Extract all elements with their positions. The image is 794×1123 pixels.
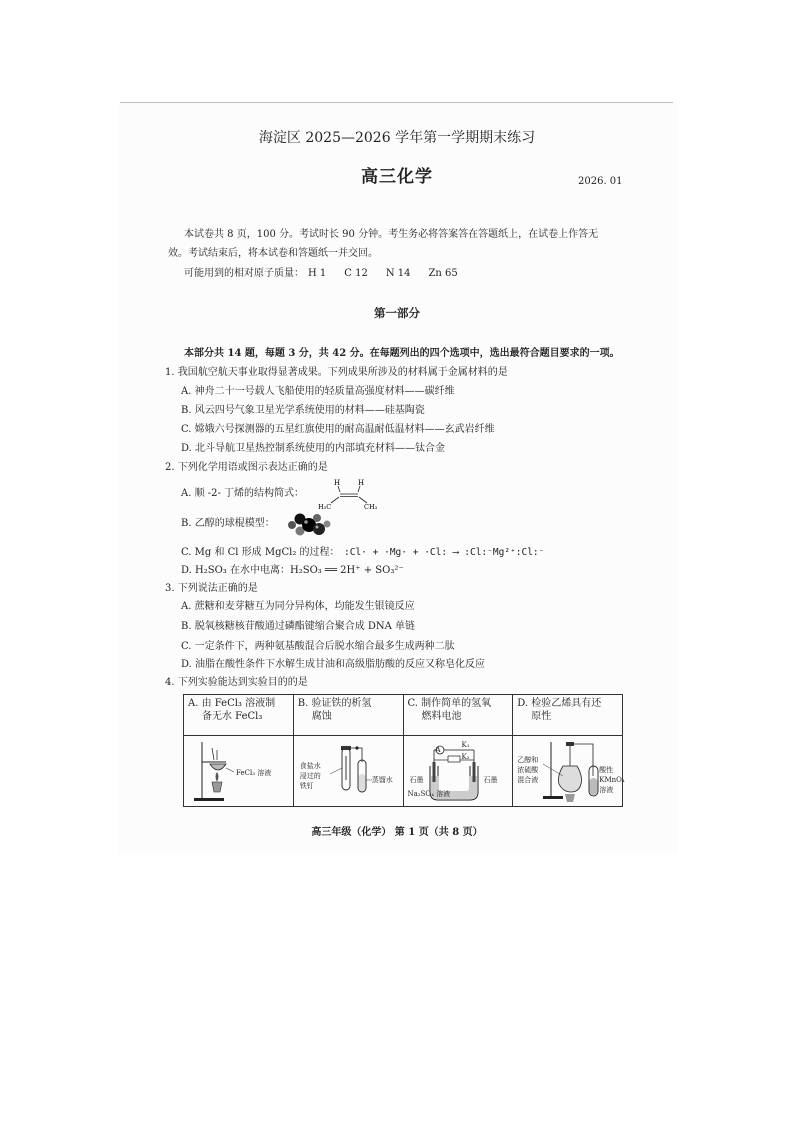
question-1-stem: 1. 我国航空航天事业取得显著成果。下列成果所涉及的材料属于金属材料的是 [165, 367, 508, 378]
fig-c-label-graphite-left: 石墨 [409, 776, 424, 784]
mgcl2-plus-2: + [412, 547, 419, 558]
fig-c-label-k2: K₂ [461, 753, 470, 761]
question-4-experiment-table [183, 694, 623, 807]
fig-a-label-fecl3: FeCl₃ 溶液 [236, 769, 272, 777]
q4-header-b-line-1: B. 验证铁的析氢 [297, 698, 372, 709]
fig-d-label-4: 酸性 [599, 766, 614, 774]
part-instructions: 本部分共 14 题，每题 3 分，共 42 分。在每题列出的四个选项中，选出最符合题目要求的一项。 [184, 348, 620, 359]
ethanol-ball-stick-model [284, 511, 334, 539]
q4-header-c-line-1: C. 制作简单的氢氧 [407, 698, 492, 709]
q4-header-c [403, 695, 513, 736]
top-divider [120, 102, 673, 103]
q4-figure-b [293, 736, 403, 807]
q4-header-d-line-1: D. 检验乙烯具有还 [517, 698, 602, 709]
fig-b-label-2: 浸过的 [299, 772, 321, 780]
fig-b-label-1: 食盐水 [299, 762, 321, 770]
q4-header-a-line-2: 备无水 FeCl₃ [202, 711, 263, 722]
q4-figure-c [403, 736, 513, 807]
q4-header-b [293, 695, 403, 736]
struct-ch3-right: CH₃ [364, 503, 378, 511]
mgcl2-formation-process [344, 546, 544, 560]
q4-figure-a [184, 736, 294, 807]
mgcl2-arrow: ⟶ [452, 547, 459, 558]
iron-corrosion-apparatus [294, 736, 404, 806]
mgcl2-cl-left: :Cl· [344, 547, 367, 558]
q4-header-a-line-1: A. 由 FeCl₃ 溶液制 [188, 698, 276, 709]
question-3-option-d: D. 油脂在酸性条件下水解生成甘油和高级脂肪酸的反应又称皂化反应 [181, 659, 486, 670]
atomic-mass-zn: Zn 65 [428, 268, 458, 279]
question-2-option-d: D. H₂SO₃ 在水中电离：H₂SO₃ ══ 2H⁺ + SO₃²⁻ [181, 565, 404, 576]
question-2-option-c: C. Mg 和 Cl 形成 MgCl₂ 的过程： [181, 547, 340, 558]
mgcl2-cl-right: ·Cl: [424, 547, 448, 558]
intro-line-2: 效。考试结束后，将本试卷和答题纸一并交回。 [168, 248, 378, 259]
question-4-stem: 4. 下列实验能达到实验目的的是 [165, 677, 308, 688]
question-3-option-a: A. 蔗糖和麦芽糖互为同分异构体，均能发生银镜反应 [181, 601, 415, 612]
fig-d-label-6: 溶液 [599, 786, 614, 794]
question-3-stem: 3. 下列说法正确的是 [165, 583, 258, 594]
fig-b-label-4: 蒸馏水 [371, 776, 393, 784]
atomic-masses-label: 可能用到的相对原子质量： [184, 268, 304, 279]
intro-line-1: 本试卷共 8 页，100 分。考试时长 90 分钟。考生务必将答案答在答题纸上，在试卷上作答无 [184, 229, 599, 240]
atomic-mass-c: C 12 [344, 268, 368, 279]
fig-d-label-3: 混合液 [517, 776, 539, 784]
cis-2-butene-structure [318, 478, 382, 512]
fig-c-label-electrolyte: Na₂SO₄ 溶液 [407, 790, 451, 798]
question-3-option-c: C. 一定条件下，两种氨基酸混合后脱水缩合最多生成两种二肽 [181, 641, 455, 652]
mgcl2-mg: ·Mg· [384, 547, 407, 558]
atomic-mass-n: N 14 [385, 268, 411, 279]
question-1-option-b: B. 风云四号气象卫星光学系统使用的材料——硅基陶瓷 [181, 405, 425, 416]
fig-d-label-2: 浓硫酸 [517, 766, 539, 774]
exam-date: 2026. 01 [578, 176, 623, 187]
mgcl2-plus-1: + [372, 547, 379, 558]
atomic-masses [184, 267, 476, 281]
q4-figure-d [513, 736, 623, 807]
q4-header-d-line-2: 原性 [531, 711, 552, 722]
fig-d-label-5: KMnO₄ [599, 776, 625, 784]
question-1-option-c: C. 嫦娥六号探测器的五星红旗使用的耐高温耐低温材料——玄武岩纤维 [181, 424, 495, 435]
fig-c-label-k1: K₁ [461, 741, 470, 749]
fig-d-label-1: 乙醇和 [517, 756, 539, 764]
q4-header-b-line-2: 腐蚀 [311, 711, 332, 722]
struct-h-right: H [358, 479, 365, 487]
fig-b-label-3: 铁钉 [299, 782, 314, 790]
subject-title: 高三化学 [361, 167, 433, 187]
fig-c-label-graphite-right: 石墨 [483, 776, 498, 784]
question-2-option-b: B. 乙醇的球棍模型： [181, 518, 275, 529]
struct-ch3-left: H₃C [318, 503, 332, 511]
question-1-option-d: D. 北斗导航卫星热控制系统使用的内部填充材料——钛合金 [181, 443, 446, 454]
question-1-option-a: A. 神舟二十一号载人飞船使用的轻质量高强度材料——碳纤维 [181, 386, 455, 397]
question-2-option-a: A. 顺 -2- 丁烯的结构简式： [181, 488, 305, 499]
q4-header-a [184, 695, 294, 736]
struct-h-left: H [334, 479, 341, 487]
question-2-stem: 2. 下列化学用语或图示表达正确的是 [165, 462, 328, 473]
question-3-option-b: B. 脱氧核糖核苷酸通过磷酯键缩合聚合成 DNA 单链 [181, 621, 416, 632]
q4-header-d [513, 695, 623, 736]
exam-title: 海淀区 2025—2026 学年第一学期期末练习 [258, 130, 536, 146]
mgcl2-product: :Cl:⁻Mg²⁺:Cl:⁻ [464, 547, 545, 558]
part-title: 第一部分 [374, 306, 420, 320]
atomic-mass-h: H 1 [308, 268, 327, 279]
fig-c-label-ammeter: A [435, 746, 441, 754]
q4-header-c-line-2: 燃料电池 [421, 711, 462, 722]
page-footer: 高三年级（化学） 第 1 页（共 8 页） [311, 827, 483, 838]
